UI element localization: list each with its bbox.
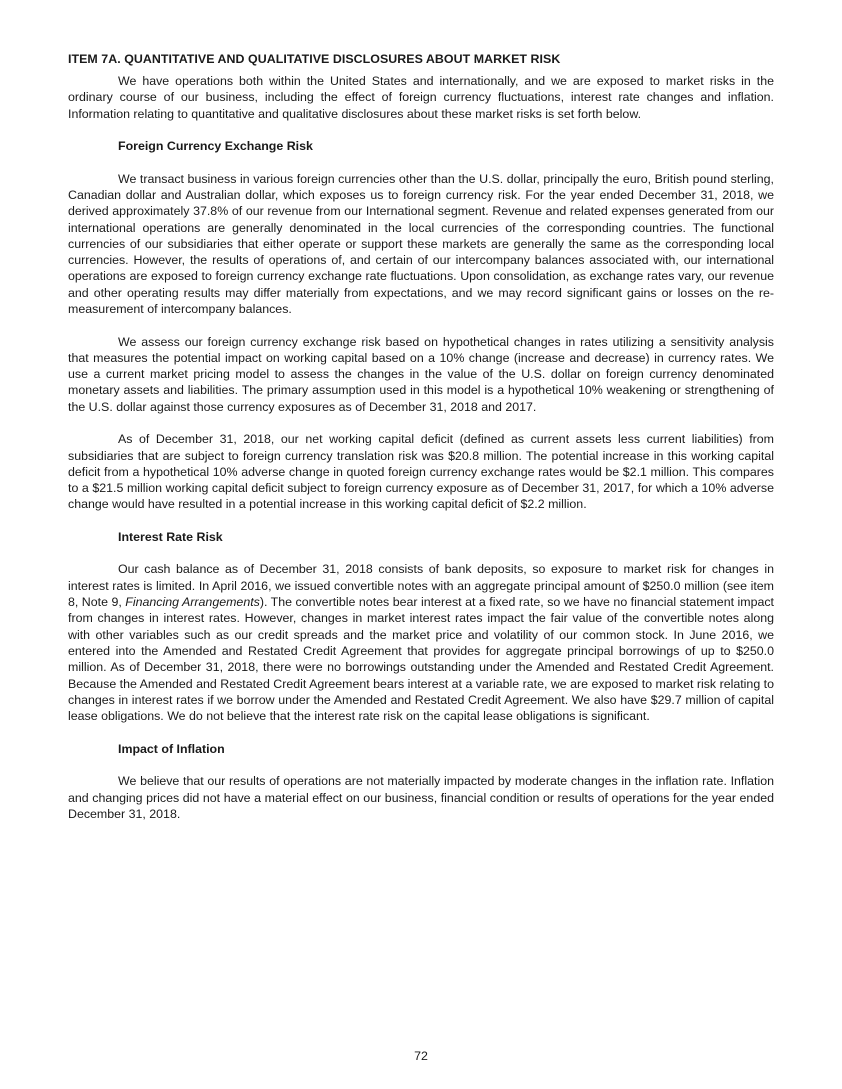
document-page	[68, 52, 774, 838]
fx-paragraph-2: We assess our foreign currency exchange risk based on hypothetical changes in rates utilizing a sensitivity analysis that measures the potential impact on working capital based on a 10% change (increase and decrease) in currency rates. We use a current market pricing model to assess the changes in the value of the U.S. dollar on foreign currency denominated monetary assets and liabilities. The primary assumption used in this model is a hypothetical 10% weakening or strengthening of the U.S. dollar against those currency exposures as of December 31, 2018 and 2017.	[68, 334, 774, 414]
page-number: 72	[414, 1049, 428, 1063]
fx-paragraph-1: We transact business in various foreign currencies other than the U.S. dollar, principally the euro, British pound sterling, Canadian dollar and Australian dollar, which exposes us to foreign currency risk. For the year ended December 31, 2018, we derived approximately 37.8% of our revenue from our International segment. Revenue and related expenses generated from our international operations are generally denominated in the local currencies of the corresponding countries. The functional currencies of our subsidiaries that either operate or support these markets are generally the same as the corresponding local currencies. However, the results of operations of, and certain of our intercompany balances associated with, our international operations are exposed to foreign currency exchange rate fluctuations. Upon consolidation, as exchange rates vary, our revenue and other operating results may differ materially from expectations, and we may record significant gains or losses on the re-measurement of intercompany balances.	[68, 171, 774, 317]
page-title: ITEM 7A. QUANTITATIVE AND QUALITATIVE DISCLOSURES ABOUT MARKET RISK	[68, 52, 561, 66]
financing-arrangements-reference: Financing Arrangements	[125, 595, 260, 610]
interest-text-b: ). The convertible notes bear interest at a fixed rate, so we have no financial statement impact from changes in interest rates. However, changes in market interest rates impact the fair value of the convertible notes along with other variables such as our credit spreads and the market price and volatility of our common stock. In June 2016, we entered into the Amended and Restated Credit Agreement that provides for aggregate principal borrowings of up to $250.0 million. As of December 31, 2018, there were no borrowings outstanding under the Amended and Restated Credit Agreement. Because the Amended and Restated Credit Agreement bears interest at a variable rate, we are exposed to market risk relating to changes in interest rates if we borrow under the Amended and Restated Credit Agreement. We also have $29.7 million of capital lease obligations. We do not believe that the interest rate risk on the capital lease obligations is significant.	[68, 595, 775, 724]
fx-paragraph-3: As of December 31, 2018, our net working capital deficit (defined as current assets less current liabilities) from subsidiaries that are subject to foreign currency translation risk was $20.8 million. The potential increase in this working capital deficit from a hypothetical 10% adverse change in quoted foreign currency exchange rates would be $2.1 million. This compares to a $21.5 million working capital deficit subject to foreign currency exposure as of December 31, 2017, for which a 10% adverse change would have resulted in a potential increase in this working capital deficit of $2.2 million.	[68, 432, 774, 512]
interest-paragraph	[68, 561, 774, 724]
inflation-heading: Impact of Inflation	[118, 741, 225, 756]
inflation-paragraph: We believe that our results of operations are not materially impacted by moderate changes in the inflation rate. Inflation and changing prices did not have a material effect on our business, financial condition or results of operations for the year ended December 31, 2018.	[68, 774, 774, 821]
fx-risk-heading: Foreign Currency Exchange Risk	[118, 139, 313, 154]
intro-paragraph: We have operations both within the United States and internationally, and we are exposed to market risks in the ordinary course of our business, including the effect of foreign currency fluctuations, interest rate changes and inflation. Information relating to quantitative and qualitative disclosures about these market risks is set forth below.	[68, 74, 774, 121]
interest-text-a: Our cash balance as of December 31, 2018 consists of bank deposits, so exposure to market risk for changes in interest rates is limited. In April 2016, we issued convertible notes with an aggregate principal amount of $250.0 million (see item 8, Note 9,	[68, 562, 774, 610]
interest-rate-heading: Interest Rate Risk	[118, 529, 223, 544]
